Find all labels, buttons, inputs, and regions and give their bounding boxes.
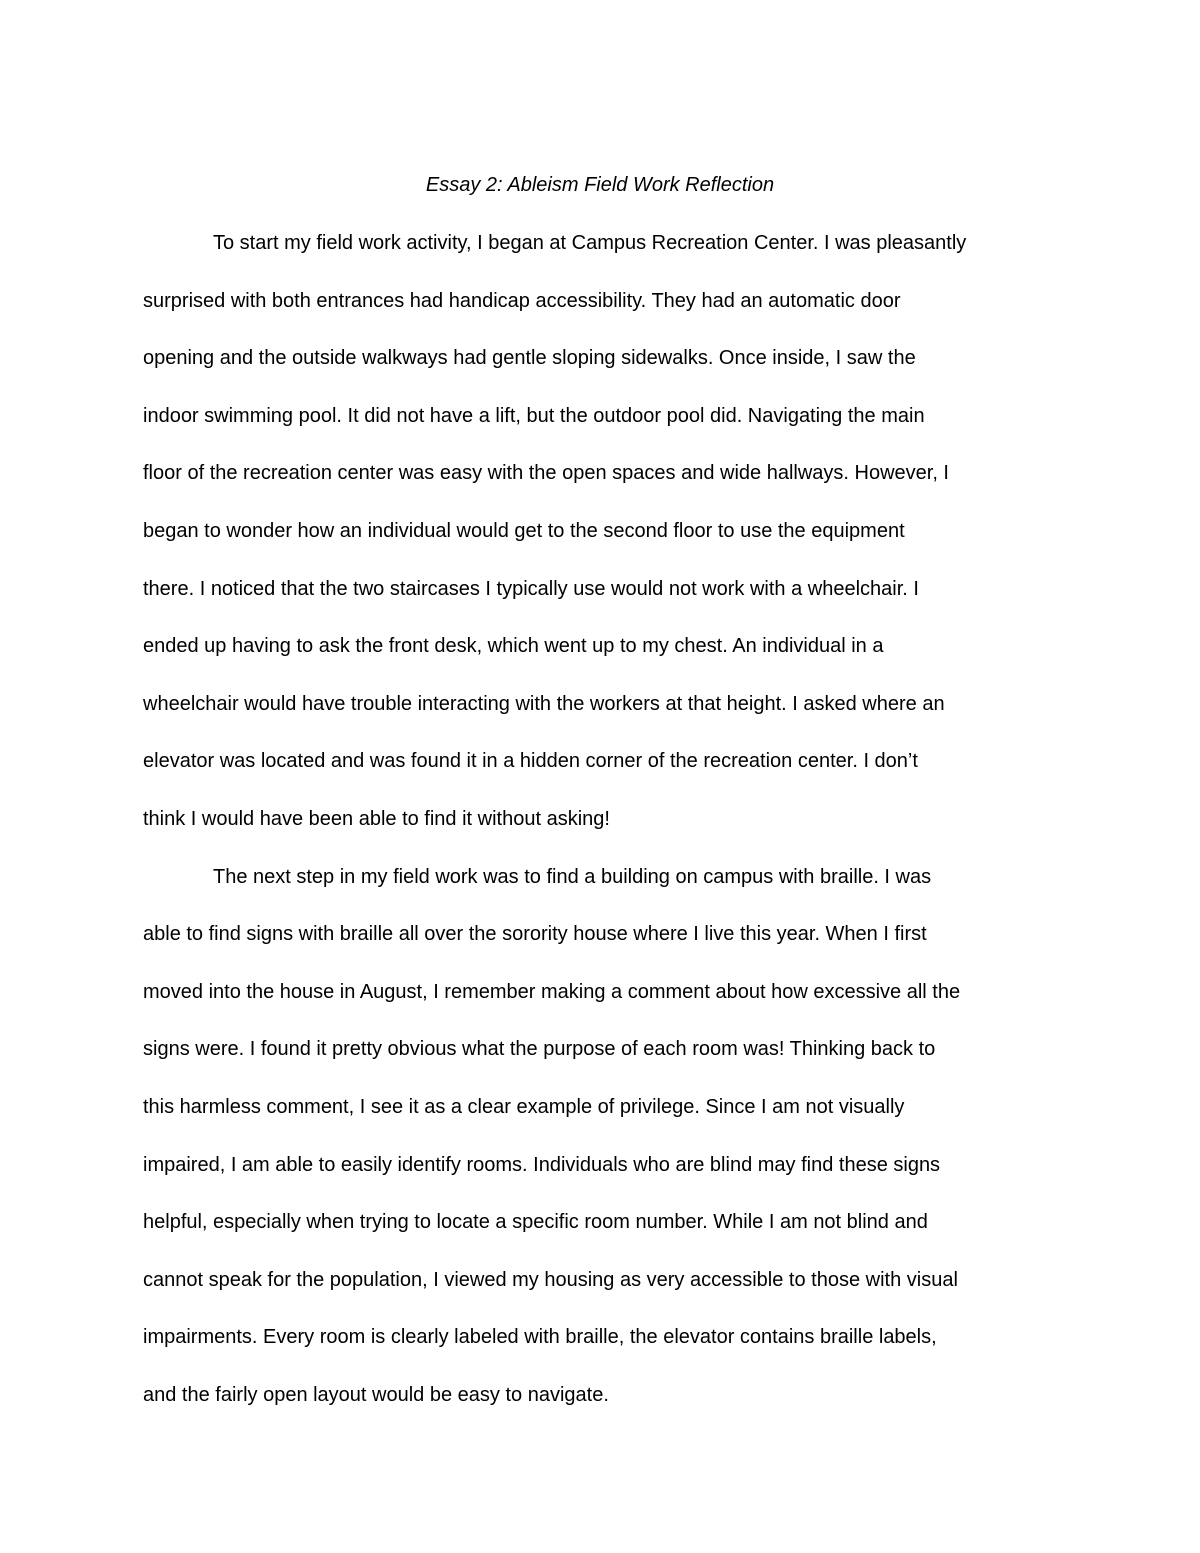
paragraph-2	[143, 862, 1068, 1438]
text-line: floor of the recreation center was easy with the open spaces and wide hallways. However, I	[143, 462, 949, 485]
text-line: surprised with both entrances had handicap accessibility. They had an automatic door	[143, 289, 901, 312]
text-line: indoor swimming pool. It did not have a lift, but the outdoor pool did. Navigating the main	[143, 404, 925, 427]
paragraph-1	[143, 228, 1068, 862]
text-line: ended up having to ask the front desk, which went up to my chest. An individual in a	[143, 635, 884, 658]
text-line: this harmless comment, I see it as a clear example of privilege. Since I am not visually	[143, 1095, 905, 1118]
essay-title: Essay 2: Ableism Field Work Reflection	[425, 174, 775, 196]
text-line: there. I noticed that the two staircases I typically use would not work with a wheelchair. I	[143, 577, 919, 600]
text-line: think I would have been able to find it without asking!	[143, 807, 610, 830]
text-line: opening and the outside walkways had gentle sloping sidewalks. Once inside, I saw the	[143, 347, 916, 370]
text-line: elevator was located and was found it in a hidden corner of the recreation center. I don’t	[143, 750, 918, 773]
essay-body	[143, 228, 1068, 1437]
text-line: impaired, I am able to easily identify rooms. Individuals who are blind may find these signs	[143, 1153, 941, 1176]
text-line: To start my field work activity, I began at Campus Recreation Center. I was pleasantly	[213, 232, 967, 254]
text-line: impairments. Every room is clearly labeled with braille, the elevator contains braille labels,	[143, 1326, 937, 1349]
text-line: able to find signs with braille all over the sorority house where I live this year. When I first	[143, 923, 927, 946]
text-line: signs were. I found it pretty obvious what the purpose of each room was! Thinking back to	[143, 1038, 936, 1061]
text-line: cannot speak for the population, I viewed my housing as very accessible to those with visual	[143, 1268, 958, 1291]
text-line: began to wonder how an individual would get to the second floor to use the equipment	[143, 519, 905, 542]
text-line: wheelchair would have trouble interacting with the workers at that height. I asked where an	[143, 692, 945, 715]
text-line: The next step in my field work was to find a building on campus with braille. I was	[213, 865, 932, 888]
text-line: moved into the house in August, I remember making a comment about how excessive all the	[143, 980, 961, 1003]
text-line: and the fairly open layout would be easy to navigate.	[143, 1383, 609, 1406]
text-line: helpful, especially when trying to locate a specific room number. While I am not blind and	[143, 1211, 928, 1234]
